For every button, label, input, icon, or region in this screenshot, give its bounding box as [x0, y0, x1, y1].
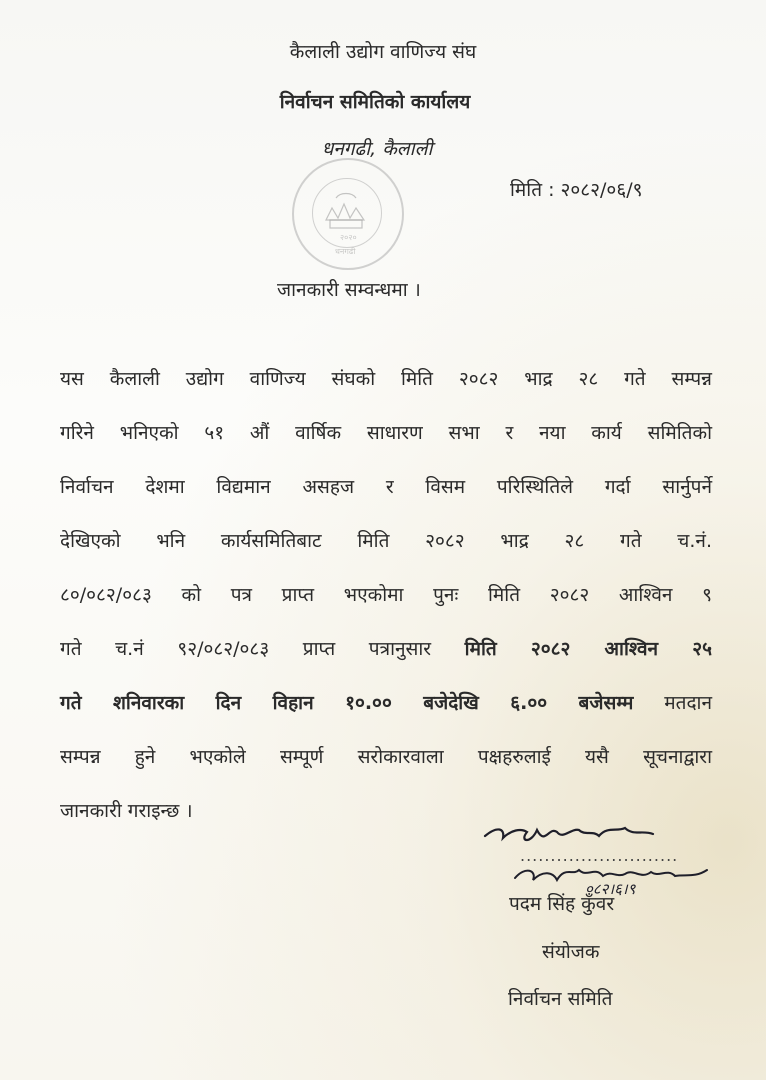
- org-name: कैलाली उद्योग वाणिज्य संघ: [289, 41, 477, 63]
- body-line: [60, 676, 712, 730]
- signature-dotted-line: ..........................: [520, 846, 679, 865]
- seal-place: धनगढी: [335, 247, 356, 256]
- body-line: गरिने भनिएको ५१ औं वार्षिक साधारण सभा र नया कार्य समितिको: [60, 422, 712, 444]
- body-line: यस कैलाली उद्योग वाणिज्य संघको मिति २०८२ भाद्र २८ गते सम्पन्न: [60, 368, 712, 390]
- signatory-name: पदम सिंह कुँवर: [509, 893, 615, 915]
- subject-line: जानकारी सम्वन्धमा ।: [277, 279, 421, 301]
- body-text: गते च.नं ९२/०८२/०८३ प्राप्त पत्रानुसार: [60, 638, 432, 660]
- body-text-bold: मिति २०८२ आश्विन २५: [464, 638, 713, 660]
- body-line: जानकारी गराइन्छ ।: [60, 800, 193, 822]
- letter-date: मिति : २०८२/०६/९: [510, 179, 643, 201]
- office-location: धनगढी, कैलाली: [321, 138, 433, 160]
- body-line: निर्वाचन देशमा विद्यमान असहज र विसम परिस्थितिले गर्दा सार्नुपर्ने: [60, 476, 712, 498]
- body-line: ८०/०८२/०८३ को पत्र प्राप्त भएकोमा पुनः मिति २०८२ आश्विन ९: [60, 584, 712, 606]
- body-line: [60, 622, 712, 676]
- seal-inner-ring: [312, 178, 382, 248]
- official-seal: [292, 158, 404, 270]
- body-line: देखिएको भनि कार्यसमितिबाट मिति २०८२ भाद्र २८ गते च.नं.: [60, 530, 712, 552]
- body-text: मतदान: [664, 692, 713, 714]
- body-text-bold: गते शनिवारका दिन विहान १०.०० बजेदेखि ६.०० बजेसम्म: [60, 692, 634, 714]
- body-line: सम्पन्न हुने भएकोले सम्पूर्ण सरोकारवाला पक्षहरुलाई यसै सूचनाद्वारा: [60, 746, 712, 768]
- office-name: निर्वाचन समितिको कार्यालय: [279, 91, 471, 113]
- signatory-role: संयोजक: [542, 941, 600, 963]
- letter-body: [60, 352, 712, 838]
- seal-year: २०२०: [340, 233, 357, 242]
- signatory-organization: निर्वाचन समिति: [508, 988, 613, 1010]
- signature-date: ०८२।६।९: [585, 880, 636, 898]
